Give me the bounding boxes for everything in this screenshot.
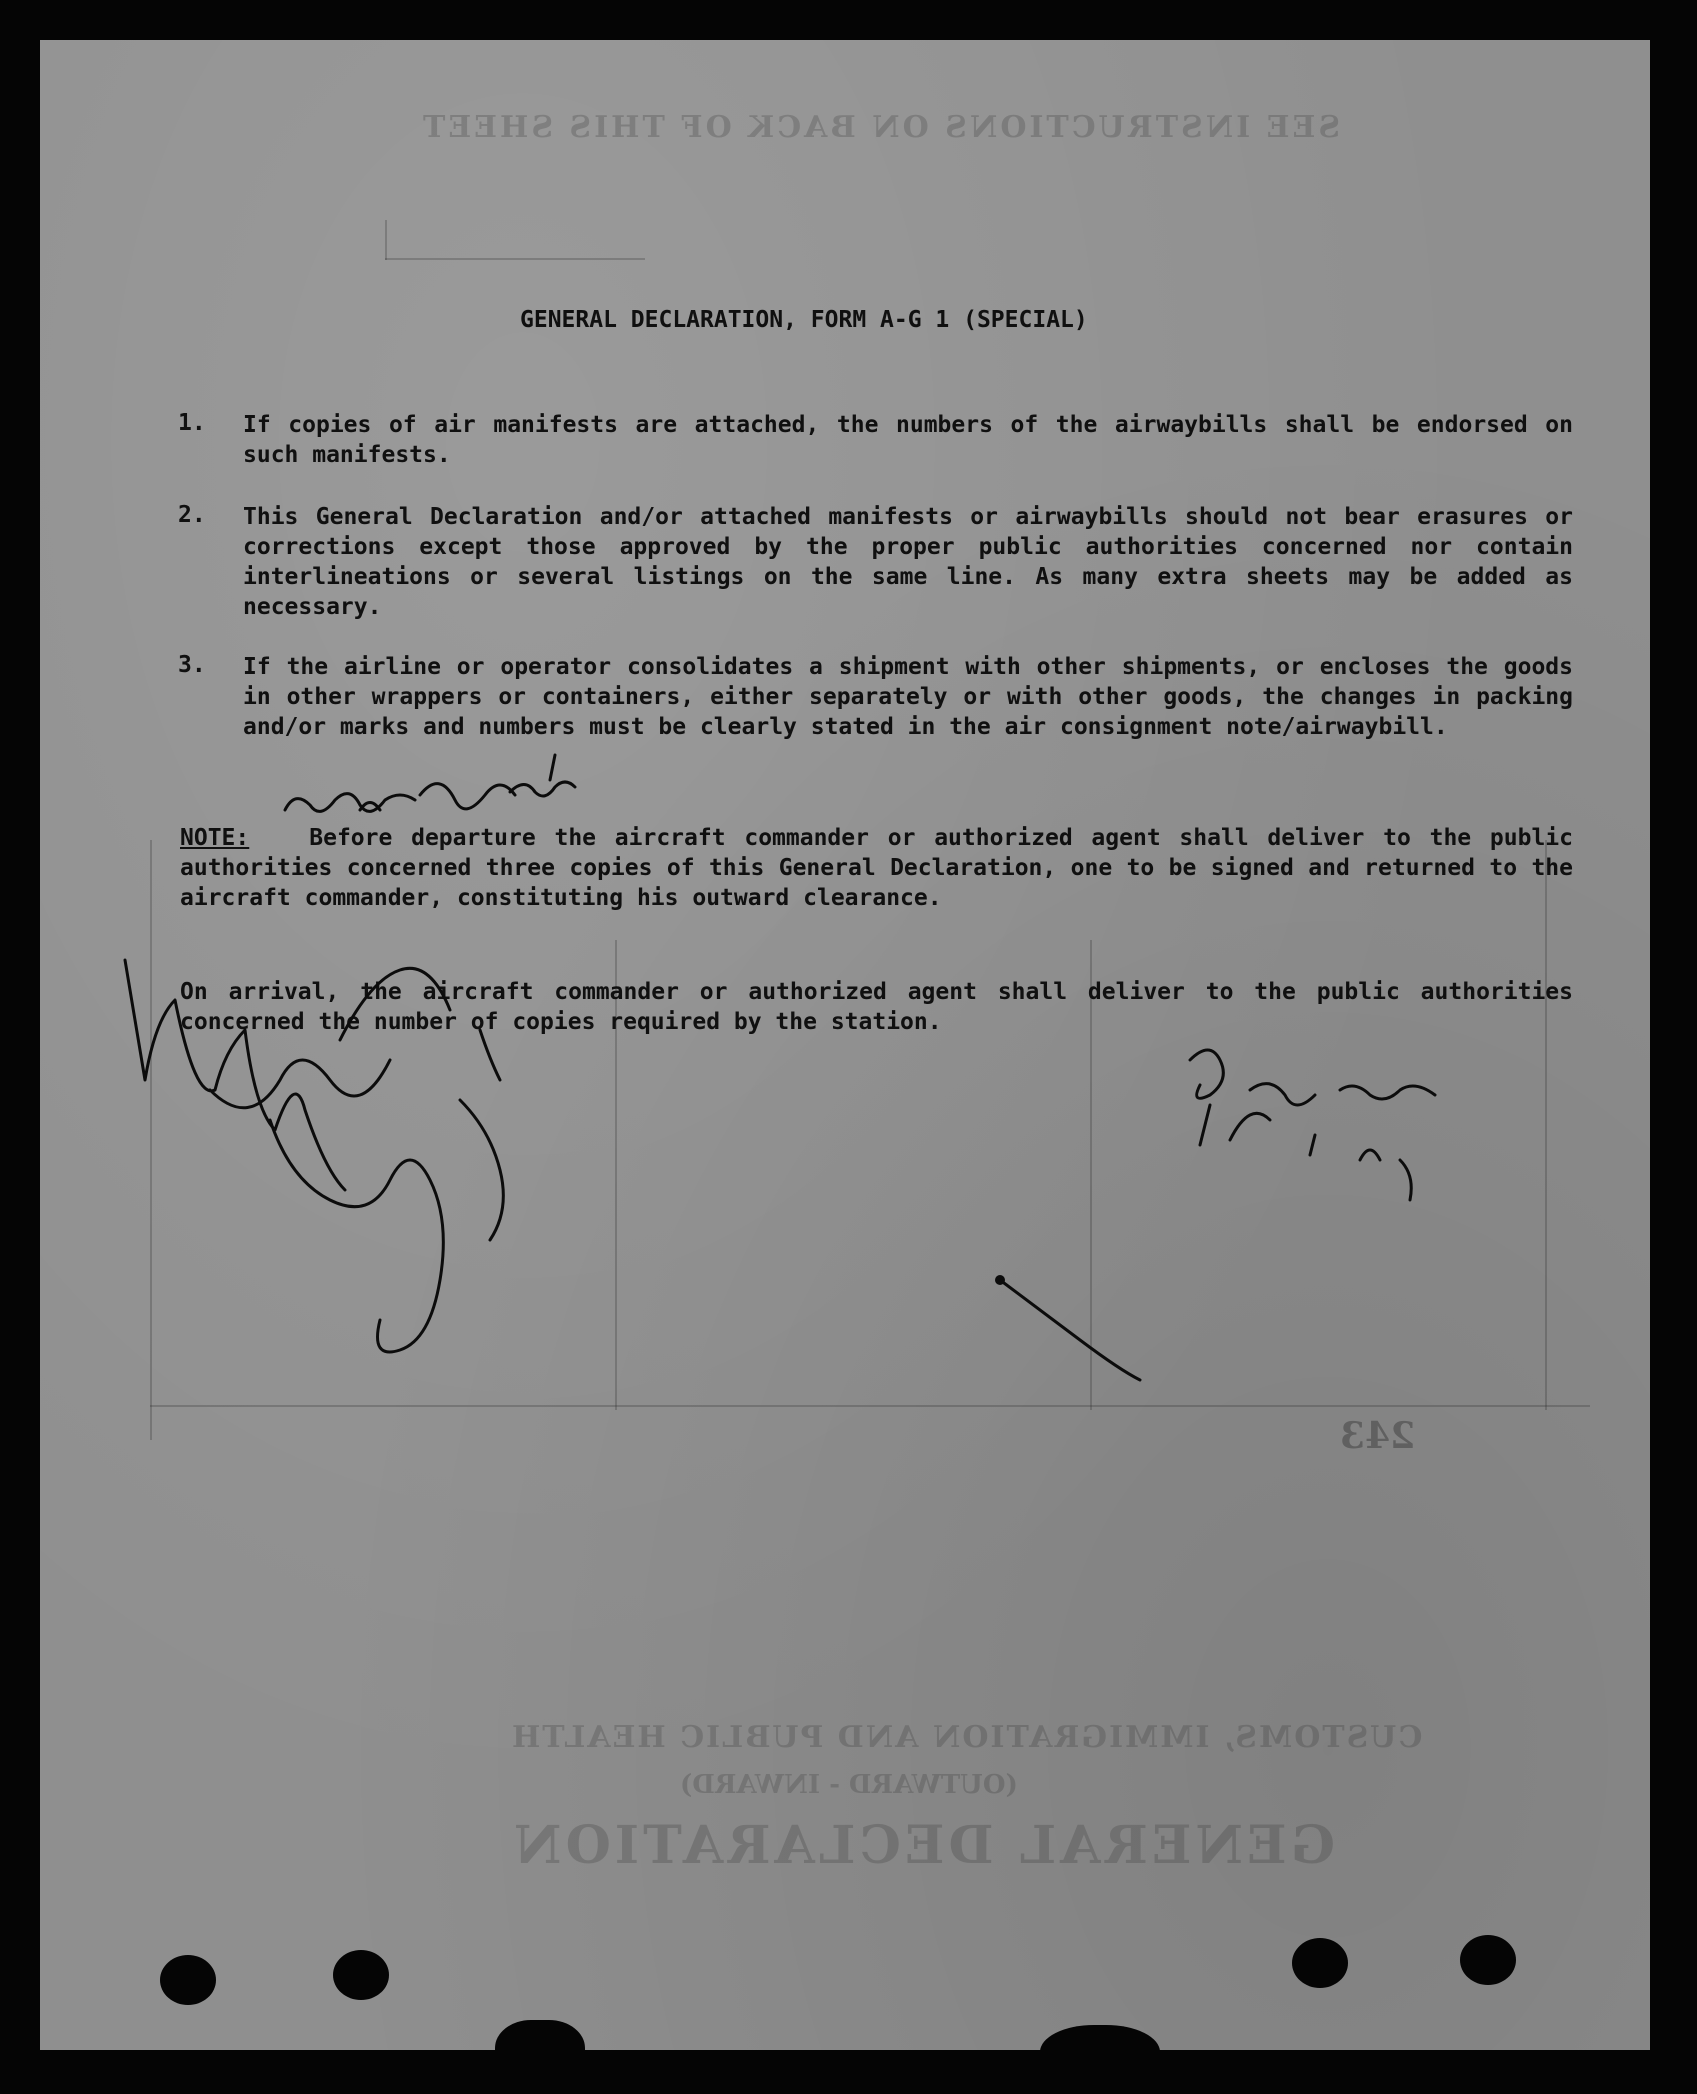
show-through-page-number: 243	[1340, 1415, 1416, 1457]
check-mark	[1000, 1280, 1140, 1380]
punch-hole	[1292, 1938, 1348, 1988]
note-text: Before departure the aircraft commander or authorized agent shall deliver to the public authorities concerned three copies of this General Declaration, one to be signed and returned to the aircraft commander, constituting his outward clearance.	[180, 825, 1573, 911]
document-page	[40, 40, 1650, 2050]
item-number: 2.	[178, 502, 206, 528]
item-number: 1.	[178, 410, 206, 436]
show-through-top-heading: SEE INSTRUCTIONS ON BACK OF THIS SHEET	[420, 110, 1341, 145]
instruction-item: This General Declaration and/or attached manifests or airwaybills should not bear erasures or corrections except those approved by the proper public authorities concerned nor contain interlineations or several listings on the same line. As many extra sheets may be added as necessary.	[243, 504, 1573, 620]
signature	[125, 960, 503, 1352]
handwritten-annotations	[40, 40, 1650, 2050]
instruction-item: If the airline or operator consolidates a shipment with other shipments, or encloses the goods in other wrappers or containers, either separately or with other goods, the changes in packing and/or marks and numbers must be clearly stated in the air consignment note/airwaybill.	[243, 654, 1573, 740]
punch-hole	[160, 1955, 216, 2005]
handwritten-mark	[1190, 1050, 1435, 1200]
note-label: NOTE:	[180, 825, 250, 851]
instruction-item: If copies of air manifests are attached, the numbers of the airwaybills shall be endorsed on such manifests.	[243, 412, 1573, 468]
arrival-paragraph: On arrival, the aircraft commander or authorized agent shall deliver to the public authorities concerned the number of copies required by the station.	[180, 979, 1573, 1035]
show-through-customs-heading: CUSTOMS, IMMIGRATION AND PUBLIC HEALTH	[510, 1720, 1423, 1755]
form-title: GENERAL DECLARATION, FORM A-G 1 (SPECIAL)	[520, 307, 1088, 333]
show-through-direction: (OUTWARD - INWARD)	[680, 1770, 1018, 1800]
punch-hole	[1460, 1935, 1516, 1985]
punch-hole	[333, 1950, 389, 2000]
show-through-main-heading: GENERAL DECLARATION	[510, 1815, 1336, 1876]
item-number: 3.	[178, 652, 206, 678]
handwritten-note	[285, 755, 575, 811]
ink-dot	[995, 1275, 1005, 1285]
